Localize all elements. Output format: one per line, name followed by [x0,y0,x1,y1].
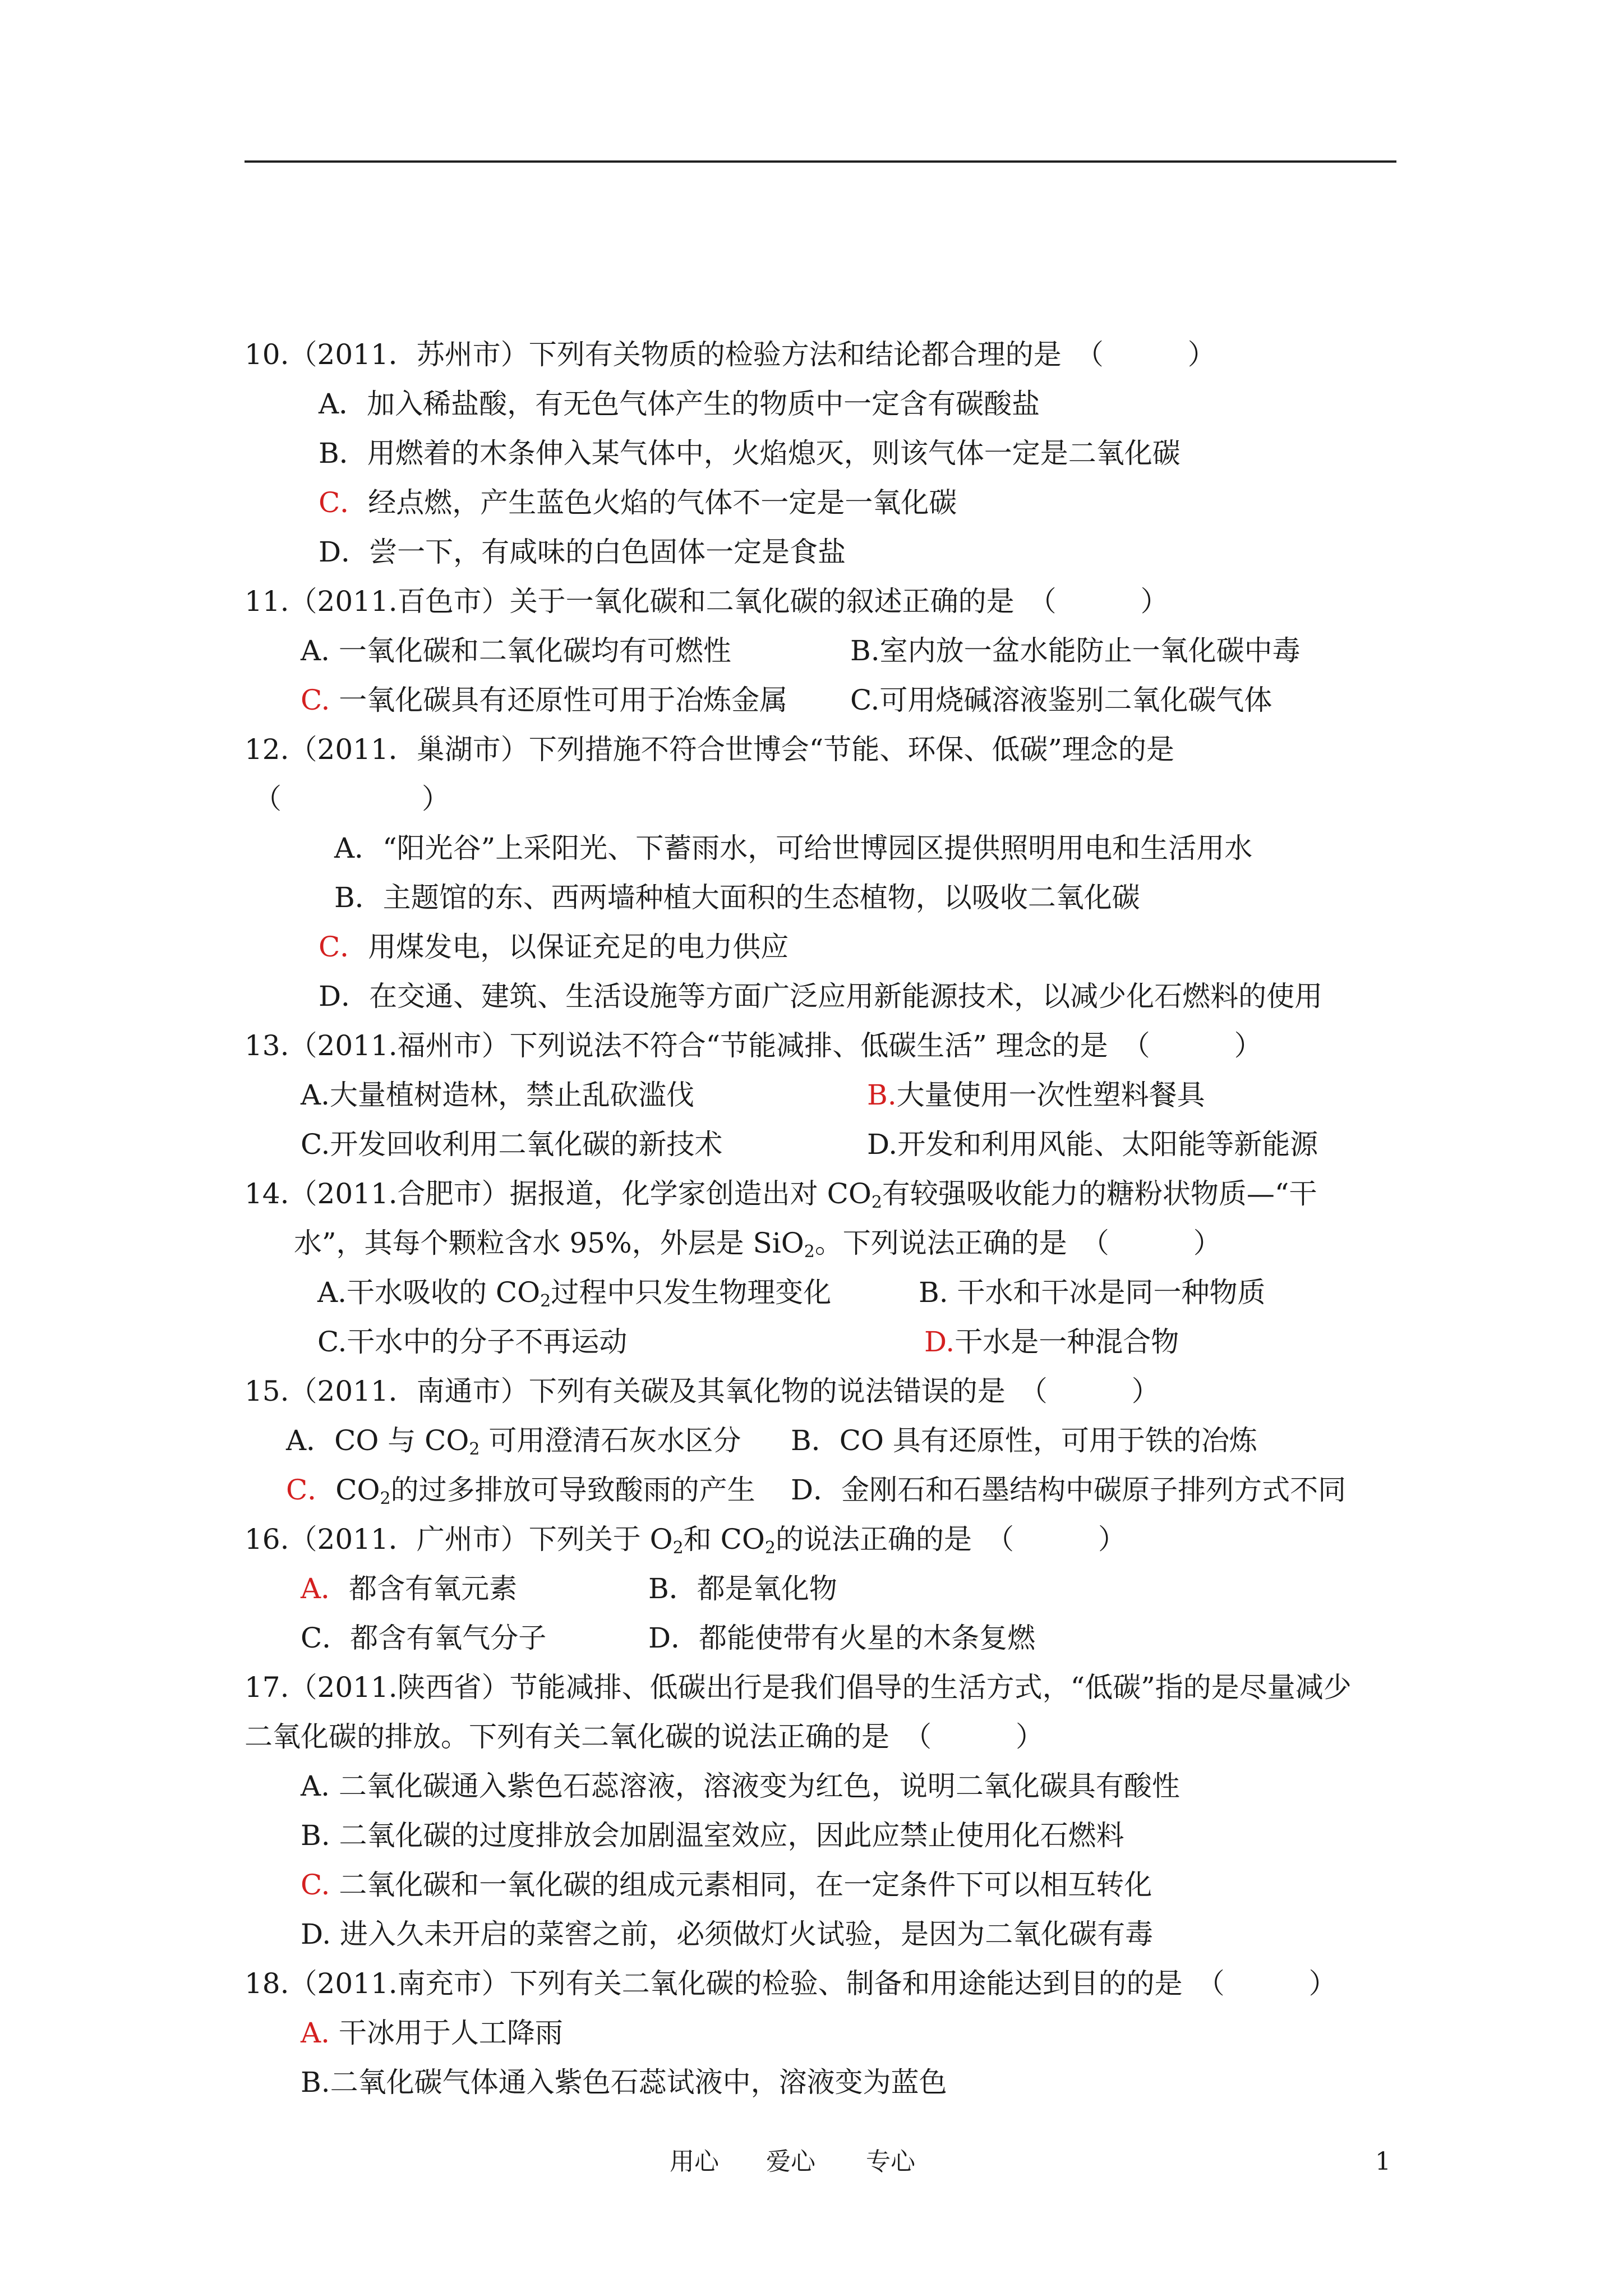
question-18-stem: 18.（2011.南充市）下列有关二氧化碳的检验、制备和用途能达到目的的是 （ ） [245,1967,1337,2000]
question-11-option-a: A. 一氧化碳和二氧化碳均有可燃性 [301,634,731,667]
question-16-option-d: D．都能使带有火星的木条复燃 [648,1622,1036,1654]
question-15-option-d: D．金刚石和石墨结构中碳原子排列方式不同 [791,1474,1347,1506]
footer-motto-2: 爱心 [766,2147,815,2176]
question-12-option-d: D．在交通、建筑、生活设施等方面广泛应用新能源技术，以减少化石燃料的使用 [319,980,1323,1013]
question-17-option-c: C. 二氧化碳和一氧化碳的组成元素相同，在一定条件下可以相互转化 [301,1869,1152,1901]
question-13-stem: 13.（2011.福州市）下列说法不符合“节能减排、低碳生活” 理念的是 （ ） [245,1029,1262,1062]
header-rule [245,160,1396,163]
question-14-option-b: B. 干水和干冰是同一种物质 [919,1276,1266,1309]
question-12-option-b: B．主题馆的东、西两墙种植大面积的生态植物，以吸收二氧化碳 [334,881,1140,914]
question-11-option-b: B.室内放一盆水能防止一氧化碳中毒 [850,634,1301,667]
question-10-stem: 10.（2011．苏州市）下列有关物质的检验方法和结论都合理的是 （ ） [245,338,1216,371]
question-15-option-a: A．CO 与 $CO_2$ 可用澄清石灰水区分 [286,1424,741,1459]
question-16-stem: 16.（2011．广州市）下列关于 $O_2$和 $CO_2$的说法正确的是 （ ） [245,1523,1127,1558]
question-14-option-a: A.干水吸收的 $CO_2$过程中只发生物理变化 [317,1276,832,1311]
page-number: 1 [1375,2147,1391,2176]
question-13-option-c: C.开发回收利用二氧化碳的新技术 [301,1128,723,1161]
question-16-option-c: C．都含有氧气分子 [301,1622,547,1654]
question-17-option-d: D. 进入久未开启的菜窖之前，必须做灯火试验，是因为二氧化碳有毒 [301,1918,1154,1950]
question-13-option-b: B.大量使用一次性塑料餐具 [867,1079,1205,1111]
question-11-stem: 11.（2011.百色市）关于一氧化碳和二氧化碳的叙述正确的是 （ ） [245,585,1169,618]
question-11-option-c2: C.可用烧碱溶液鉴别二氧化碳气体 [850,684,1272,716]
question-10-option-a: A．加入稀盐酸，有无色气体产生的物质中一定含有碳酸盐 [319,388,1040,420]
question-14-stem: 14.（2011.合肥市）据报道，化学家创造出对 $CO_2$有较强吸收能力的糖粉状物质—“干 [245,1177,1317,1212]
question-15-option-c: C．$CO_2$的过多排放可导致酸雨的产生 [286,1474,755,1508]
question-14-stem-cont: 水”，其每个颗粒含水 95%，外层是 SiO$_2$。下列说法正确的是 （ ） [294,1227,1221,1262]
question-17-option-b: B. 二氧化碳的过度排放会加剧温室效应，因此应禁止使用化石燃料 [301,1819,1124,1852]
question-17-stem-cont: 二氧化碳的排放。下列有关二氧化碳的说法正确的是 （ ） [245,1720,1044,1753]
question-11-option-c: C. 一氧化碳具有还原性可用于冶炼金属 [301,684,788,716]
question-12-option-a: A．“阳光谷”上采阳光、下蓄雨水，可给世博园区提供照明用电和生活用水 [334,832,1253,864]
footer-motto-1: 用心 [670,2147,719,2176]
question-14-option-c: C.干水中的分子不再运动 [317,1326,628,1358]
question-12-stem: 12.（2011．巢湖市）下列措施不符合世博会“节能、环保、低碳”理念的是 [245,733,1174,766]
question-18-option-b: B.二氧化碳气体通入紫色石蕊试液中，溶液变为蓝色 [301,2066,947,2099]
question-13-option-a: A.大量植树造林，禁止乱砍滥伐 [301,1079,695,1111]
question-14-option-d: D.干水是一种混合物 [924,1326,1179,1358]
question-13-option-d: D.开发和利用风能、太阳能等新能源 [867,1128,1318,1161]
question-12-option-c: C．用煤发电，以保证充足的电力供应 [319,931,789,963]
question-16-option-b: B．都是氧化物 [648,1572,837,1605]
question-12-stem-cont: （ ） [253,783,450,815]
question-15-option-b: B．CO 具有还原性，可用于铁的冶炼 [791,1424,1257,1457]
question-10-option-b: B．用燃着的木条伸入某气体中，火焰熄灭，则该气体一定是二氧化碳 [319,437,1181,470]
question-18-option-a: A. 干冰用于人工降雨 [301,2017,563,2049]
footer-motto-3: 专心 [866,2147,915,2176]
question-17-option-a: A. 二氧化碳通入紫色石蕊溶液，溶液变为红色，说明二氧化碳具有酸性 [301,1770,1180,1802]
question-10-option-d: D．尝一下，有咸味的白色固体一定是食盐 [319,536,846,568]
question-15-stem: 15.（2011．南通市）下列有关碳及其氧化物的说法错误的是 （ ） [245,1375,1160,1407]
question-16-option-a: A．都含有氧元素 [301,1572,518,1605]
question-17-stem: 17.（2011.陕西省）节能减排、低碳出行是我们倡导的生活方式，“低碳”指的是尽量减少 [245,1671,1352,1704]
question-10-option-c: C．经点燃，产生蓝色火焰的气体不一定是一氧化碳 [319,486,957,519]
